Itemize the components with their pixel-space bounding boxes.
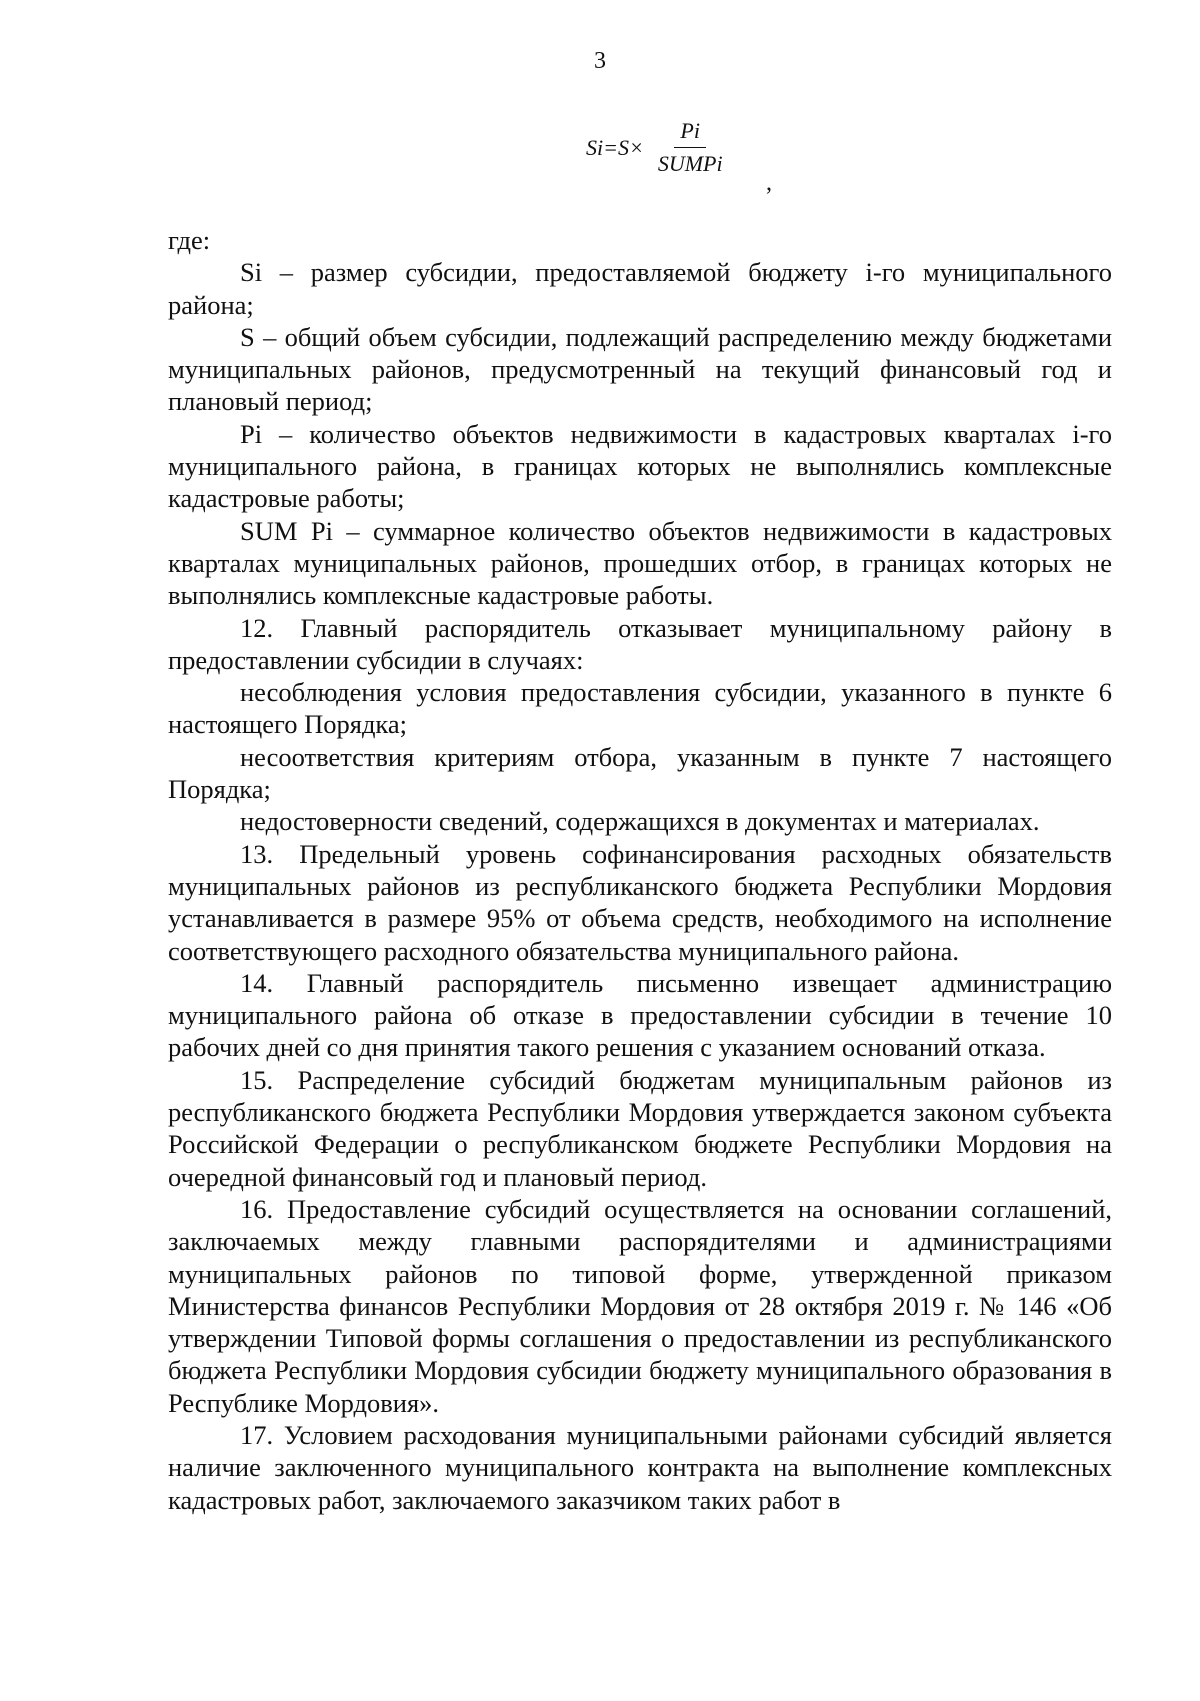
- paragraph-where: где:: [168, 225, 211, 255]
- formula-comma: ,: [766, 170, 772, 196]
- subsidy-formula: [586, 118, 729, 177]
- paragraph-14: 14. Главный распорядитель письменно извещает администрацию муниципального района об отказе в предоставлении субсидии в течение 10 рабочих дней со дня принятия такого решения с указанием оснований отказа.: [168, 967, 1112, 1063]
- document-body: [168, 224, 1112, 1516]
- paragraph-16: 16. Предоставление субсидий осуществляется на основании соглашений, заключаемых между главными распорядителями и администрациями муниципальных районов по типовой форме, утвержденной приказом Министерства финансов Республики Мордовия от 28 октября 2019 г. № 146 «Об утверждении Типовой формы соглашения о предоставлении из республиканского бюджета Республики Мордовия субсидии бюджету муниципального образования в Республике Мордовия».: [168, 1193, 1112, 1418]
- paragraph-12-case-2: несоответствия критериям отбора, указанным в пункте 7 настоящего Порядка;: [168, 741, 1112, 805]
- paragraph-12-case-3: недостоверности сведений, содержащихся в документах и материалах.: [240, 806, 1040, 837]
- paragraph-13: 13. Предельный уровень софинансирования расходных обязательств муниципальных районов из республиканского бюджета Республики Мордовия устанавливается в размере 95% от объема средств, необходимого на исполнение соответствующего расходного обязательства муниципального района.: [168, 838, 1112, 966]
- formula-denominator: SUMPi: [657, 151, 723, 176]
- formula-fraction: [652, 118, 729, 177]
- paragraph-s-definition: S – общий объем субсидии, подлежащий распределению между бюджетами муниципальных районов, предусмотренный на текущий финансовый год и плановый период;: [168, 321, 1112, 417]
- paragraph-pi-definition: Pi – количество объектов недвижимости в кадастровых кварталах i-го муниципального района, в границах которых не выполнялись комплексные кадастровые работы;: [168, 418, 1112, 514]
- paragraph-12-case-1: несоблюдения условия предоставления субсидии, указанного в пункте 6 настоящего Порядка;: [168, 677, 1112, 740]
- page-number: 3: [594, 48, 606, 74]
- formula-lhs: Si=S×: [586, 134, 644, 160]
- paragraph-17: 17. Условием расходования муниципальными районами субсидий является наличие заключенного муниципального контракта на выполнение комплексных кадастровых работ, заключаемого заказчиком таких работ в: [168, 1419, 1112, 1515]
- paragraph-12: 12. Главный распорядитель отказывает муниципальному району в предоставлении субсидии в случаях:: [168, 612, 1112, 675]
- paragraph-si-definition: Si – размер субсидии, предоставляемой бюджету i-го муниципального района;: [168, 257, 1112, 320]
- paragraph-sumpi-definition: SUM Pi – суммарное количество объектов недвижимости в кадастровых кварталах муниципальных районов, прошедших отбор, в границах которых не выполнялись комплексные кадастровые работы.: [168, 515, 1112, 611]
- paragraph-15: 15. Распределение субсидий бюджетам муниципальным районов из республиканского бюджета Республики Мордовия утверждается законом субъекта Российской Федерации о республиканском бюджете Республики Мордовия на очередной финансовый год и плановый период.: [168, 1064, 1112, 1192]
- formula-numerator: Pi: [674, 118, 706, 148]
